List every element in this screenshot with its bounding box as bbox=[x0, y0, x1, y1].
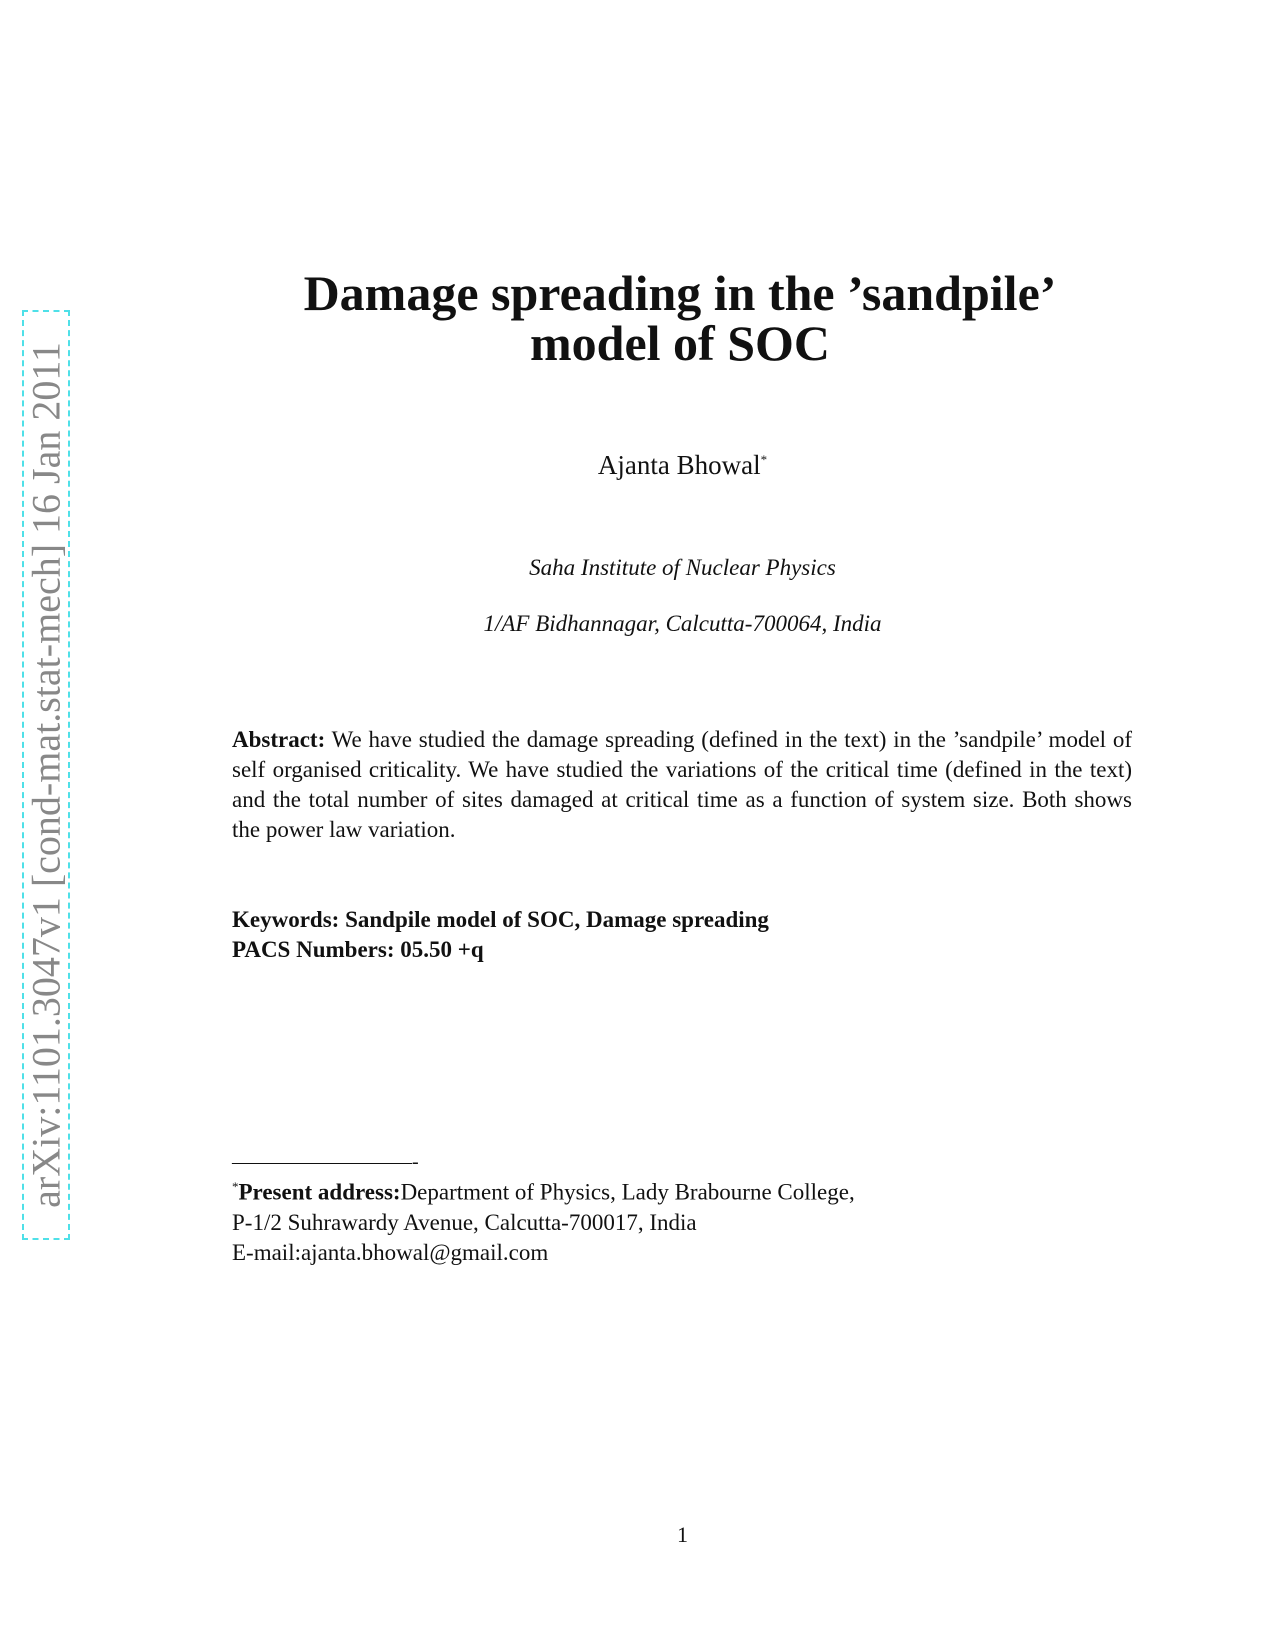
footnote-rule: —————————- bbox=[232, 1151, 419, 1173]
author-footnote-mark: * bbox=[760, 452, 768, 467]
affiliation-1: Saha Institute of Nuclear Physics bbox=[529, 555, 836, 580]
footnote-line-2: P-1/2 Suhrawardy Avenue, Calcutta-700017, India bbox=[232, 1209, 697, 1235]
title-line-2: model of SOC bbox=[530, 315, 830, 371]
pacs-numbers: PACS Numbers: 05.50 +q bbox=[232, 937, 484, 962]
keywords-block bbox=[232, 905, 769, 965]
arxiv-id[interactable]: arXiv:1101.3047v1 [cond-mat.stat-mech] 16 Jan 2011 bbox=[23, 342, 69, 1208]
paper-title bbox=[200, 265, 1160, 371]
affiliation-2: 1/AF Bidhannagar, Calcutta-700064, India bbox=[483, 611, 882, 636]
footnote-line-1: Department of Physics, Lady Brabourne College, bbox=[400, 1179, 855, 1205]
footnote bbox=[232, 1172, 855, 1268]
page-number: 1 bbox=[677, 1522, 688, 1547]
abstract-text: We have studied the damage spreading (defined in the text) in the ’sandpile’ model of self organised criticality. We have studied the variations of the critical time (defined in the text) and the total number of sites damaged at critical time as a function of system size. Both shows the power law variation. bbox=[232, 727, 1132, 842]
footnote-email: E-mail:ajanta.bhowal@gmail.com bbox=[232, 1239, 549, 1265]
author bbox=[0, 450, 1275, 481]
title-line-1: Damage spreading in the ’sandpile’ bbox=[303, 265, 1057, 321]
abstract-label: Abstract: bbox=[232, 727, 326, 752]
keywords: Keywords: Sandpile model of SOC, Damage spreading bbox=[232, 907, 769, 932]
abstract bbox=[232, 725, 1132, 845]
footnote-label: Present address: bbox=[238, 1179, 401, 1205]
footnote-mark: * bbox=[232, 1179, 239, 1194]
author-name: Ajanta Bhowal bbox=[597, 450, 761, 480]
